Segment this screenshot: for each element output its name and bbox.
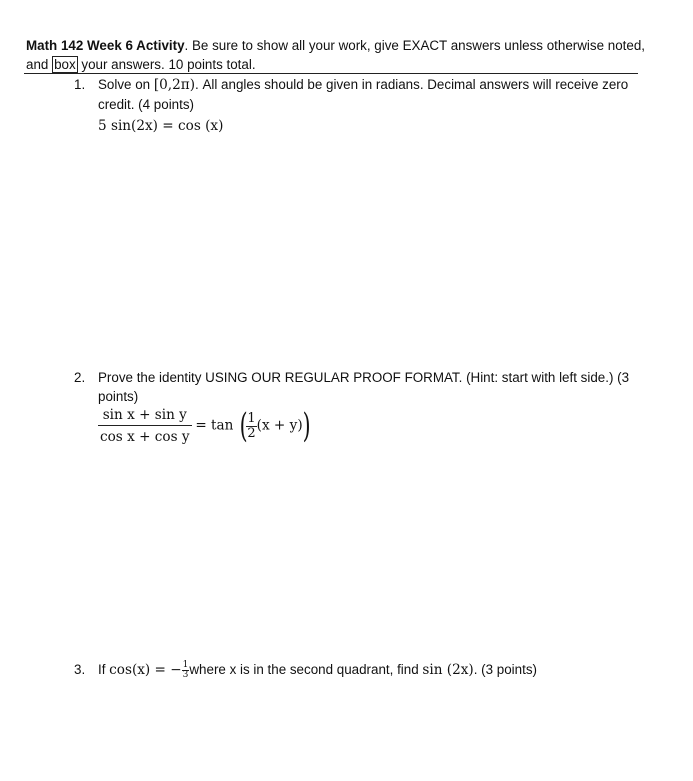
equation-right: cos (x)	[178, 118, 224, 134]
question-number: 2.	[74, 370, 86, 385]
equation	[98, 116, 634, 136]
rhs-argument: (x + y)	[256, 417, 303, 434]
half-fraction	[246, 412, 256, 441]
course-title: Math 142 Week 6 Activity	[26, 38, 185, 53]
question-text-suffix: . (3 points)	[473, 662, 537, 677]
identity-equation	[98, 406, 634, 446]
question-2	[74, 368, 634, 446]
interval: [0,2π)	[153, 77, 196, 93]
left-paren: (	[239, 406, 248, 446]
instructions-line2: your answers. 10 points total.	[77, 57, 256, 72]
right-paren: )	[302, 406, 311, 446]
fraction-denominator: 3	[182, 669, 189, 680]
question-number: 1.	[74, 77, 86, 92]
question-text: Prove the identity USING OUR REGULAR PROOF FORMAT. (Hint: start with left side.) (3 points)	[98, 370, 630, 404]
question-number: 3.	[74, 662, 86, 677]
boxed-word: box	[54, 57, 76, 72]
rhs-equals-tan: = tan	[195, 417, 234, 434]
half-denominator: 2	[247, 425, 256, 441]
question-text-prefix: If	[98, 662, 110, 677]
question-text-prefix: Solve on	[98, 77, 154, 92]
lhs-denominator: cos x + cos y	[100, 429, 190, 445]
fraction-numerator: 1	[182, 659, 189, 670]
equation-left: 5 sin(2x)	[98, 118, 158, 134]
equation-equals: =	[157, 118, 179, 134]
sin-expression: sin (2x)	[422, 662, 474, 678]
question-text-middle: where x is in the second quadrant, find	[189, 662, 423, 677]
half-numerator: 1	[247, 410, 256, 426]
instructions-and: and	[26, 57, 53, 72]
question-1	[74, 75, 634, 136]
cos-expression: cos(x) = −	[109, 662, 182, 678]
header-divider	[24, 73, 638, 74]
question-3	[74, 660, 654, 680]
worksheet-header	[26, 36, 658, 74]
identity-lhs-fraction	[98, 406, 192, 446]
lhs-numerator: sin x + sin y	[98, 406, 192, 426]
question-text-suffix: . All angles should be given in radians. Decimal answers will receive zero credit. (4 points)	[98, 77, 629, 112]
instructions-line1: . Be sure to show all your work, give EXACT answers unless otherwise noted,	[184, 38, 645, 53]
